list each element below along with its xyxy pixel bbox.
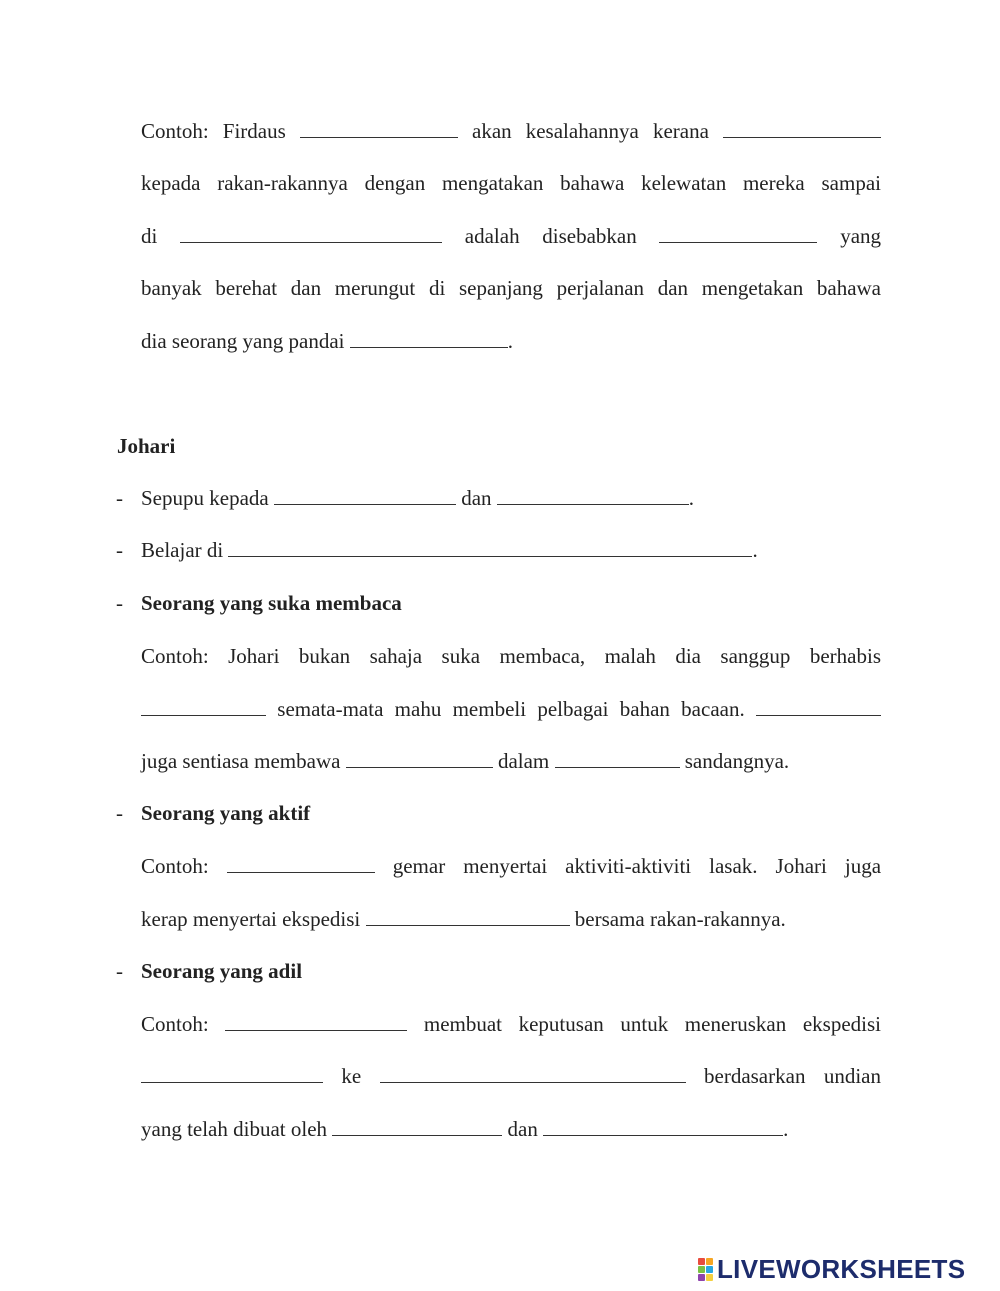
logo-block (706, 1258, 713, 1265)
blank-field[interactable] (346, 747, 493, 768)
blank-field[interactable] (756, 695, 881, 716)
liveworksheets-logo (698, 1254, 965, 1284)
firdaus-example-line-3: di adalah disebabkan yang (141, 224, 882, 248)
blank-field[interactable] (225, 1010, 407, 1031)
trait2-example-line-1: Contoh: gemar menyertai aktiviti-aktiviti lasak. Johari juga (141, 854, 882, 878)
trait3-example-line-2: ke berdasarkan undian (141, 1061, 881, 1091)
trait1-example-line-2: semata-mata mahu membeli pelbagai bahan bacaan. (141, 694, 881, 724)
bullet-dash: - (116, 591, 123, 615)
blank-field[interactable] (543, 1115, 783, 1136)
blank-field[interactable] (274, 484, 456, 505)
blank-field[interactable] (141, 1062, 323, 1083)
blank-field[interactable] (659, 222, 817, 243)
blank-field[interactable] (497, 484, 689, 505)
firdaus-example-line-2: kepada rakan-rakannya dengan mengatakan bahawa kelewatan mereka sampai (141, 171, 881, 195)
logo-block (698, 1274, 705, 1281)
firdaus-example-line-1: Contoh: Firdaus akan kesalahannya kerana (141, 116, 881, 146)
johari-item-belajar: Belajar di . (141, 538, 758, 562)
trait1-example-line-1: Contoh: Johari bukan sahaja suka membaca, malah dia sanggup berhabis (141, 644, 881, 668)
section-heading-johari: Johari (117, 434, 176, 458)
trait-title-adil: Seorang yang adil (141, 959, 303, 983)
blank-field[interactable] (141, 695, 266, 716)
bullet-dash: - (116, 959, 123, 983)
firdaus-example-line-5: dia seorang yang pandai . (141, 329, 514, 353)
liveworksheets-wordmark: LIVEWORKSHEETS (717, 1253, 966, 1284)
liveworksheets-logo-icon (698, 1258, 713, 1281)
blank-field[interactable] (332, 1115, 502, 1136)
blank-field[interactable] (300, 117, 458, 138)
trait3-example-line-1: Contoh: membuat keputusan untuk meneruskan ekspedisi (141, 1012, 881, 1036)
trait3-example-line-3: yang telah dibuat oleh dan . (141, 1117, 789, 1141)
blank-field[interactable] (380, 1062, 686, 1083)
logo-block (698, 1258, 705, 1265)
bullet-dash: - (116, 801, 123, 825)
logo-block (706, 1266, 713, 1273)
trait1-example-line-3: juga sentiasa membawa dalam sandangnya. (141, 749, 790, 773)
blank-field[interactable] (366, 905, 570, 926)
bullet-dash: - (116, 538, 123, 562)
blank-field[interactable] (227, 852, 375, 873)
blank-field[interactable] (350, 327, 508, 348)
blank-field[interactable] (555, 747, 680, 768)
logo-block (706, 1274, 713, 1281)
trait2-example-line-2: kerap menyertai ekspedisi bersama rakan-rakannya. (141, 907, 786, 931)
logo-block (698, 1266, 705, 1273)
johari-item-sepupu: Sepupu kepada dan . (141, 486, 695, 510)
blank-field[interactable] (228, 536, 752, 557)
trait-title-suka-membaca: Seorang yang suka membaca (141, 591, 402, 615)
firdaus-example-line-4: banyak berehat dan merungut di sepanjang perjalanan dan mengetakan bahawa (141, 276, 881, 300)
bullet-dash: - (116, 486, 123, 510)
trait-title-aktif: Seorang yang aktif (141, 801, 311, 825)
blank-field[interactable] (180, 222, 442, 243)
blank-field[interactable] (723, 117, 881, 138)
